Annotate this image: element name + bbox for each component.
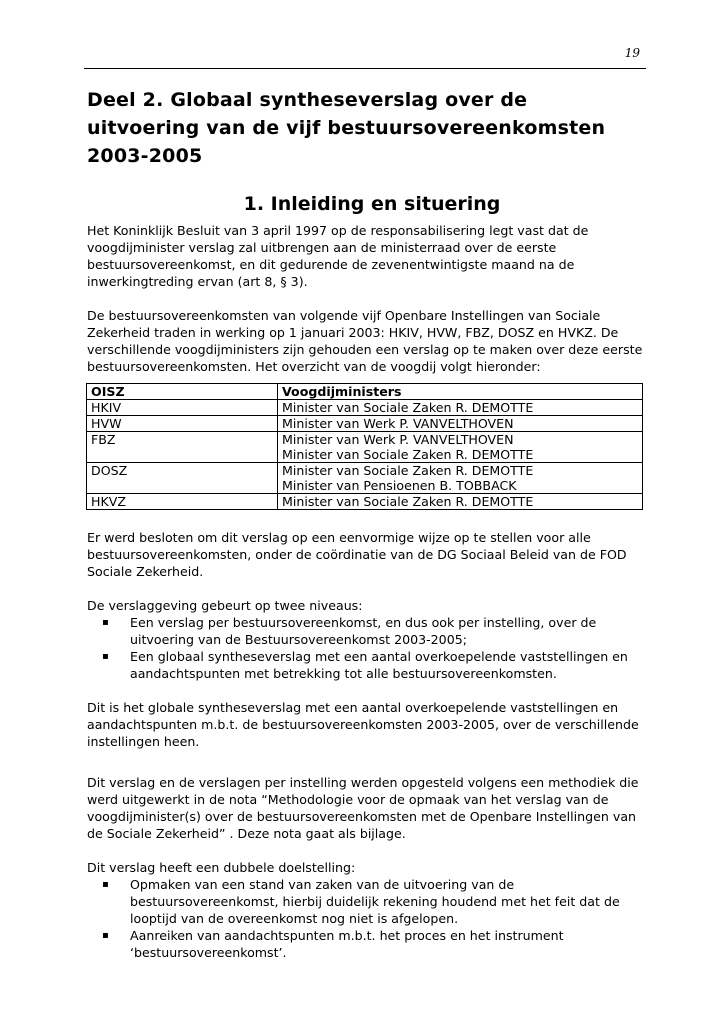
list-item-text: Aanreiken van aandachtspunten m.b.t. het proces en het instrument ‘bestuursovereenkomst’. bbox=[130, 928, 564, 960]
paragraph-methodology: Dit verslag en de verslagen per instelling werden opgesteld volgens een methodiek die werd uitgewerkt in de nota “Methodologie voor de opmaak van het verslag van de voogdijminister(s) over de bestuursovereenkomsten met de Openbare Instellingen van de Sociale Zekerheid” . Deze nota gaat als bijlage. bbox=[87, 775, 639, 841]
table-row bbox=[87, 400, 643, 416]
paragraph-legal-basis: Het Koninklijk Besluit van 3 april 1997 op de responsabilisering legt vast dat de voogdijminister verslag zal uitbrengen aan de ministerraad over de eerste bestuursovereenkomst, en dit gedurende de zevenentwintigste maand na de inwerkingtreding ervan (art 8, § 3). bbox=[87, 223, 589, 289]
part-title-line: uitvoering van de vijf bestuursovereenkomsten bbox=[87, 117, 606, 139]
minister-name: Minister van Werk P. VANVELTHOVEN bbox=[282, 432, 514, 447]
section-title: 1. Inleiding en situering bbox=[243, 193, 501, 215]
list-item bbox=[87, 927, 647, 961]
table-header-row bbox=[87, 384, 643, 400]
paragraph-institutions: De bestuursovereenkomsten van volgende vijf Openbare Instellingen van Sociale Zekerheid traden in werking op 1 januari 2003: HKIV, HVW, FBZ, DOSZ en HVKZ. De verschillende voogdijministers zijn gehouden een verslag op te maken over deze eerste bestuursovereenkomsten. Het overzicht van de voogdij volgt hieronder: bbox=[87, 308, 643, 374]
document-body bbox=[87, 86, 647, 978]
table-cell-ministers bbox=[278, 494, 643, 510]
paragraph-levels-intro: De verslaggeving gebeurt op twee niveaus: bbox=[87, 598, 363, 613]
minister-name: Minister van Sociale Zaken R. DEMOTTE bbox=[282, 400, 534, 415]
minister-name: Minister van Sociale Zaken R. DEMOTTE bbox=[282, 463, 534, 478]
minister-name: Minister van Werk P. VANVELTHOVEN bbox=[282, 416, 514, 431]
minister-table bbox=[86, 383, 643, 510]
header-cell-oisz: OISZ bbox=[87, 384, 278, 400]
paragraph-goals-intro: Dit verslag heeft een dubbele doelstelling: bbox=[87, 860, 356, 875]
list-item bbox=[87, 648, 647, 682]
table-cell-org: DOSZ bbox=[87, 463, 278, 494]
table-row bbox=[87, 416, 643, 432]
table-cell-ministers bbox=[278, 400, 643, 416]
part-title bbox=[87, 86, 647, 170]
levels-list bbox=[87, 614, 647, 682]
table-cell-org: HKVZ bbox=[87, 494, 278, 510]
part-title-line: 2003-2005 bbox=[87, 145, 203, 167]
paragraph-synthesis: Dit is het globale syntheseverslag met een aantal overkoepelende vaststellingen en aandachtspunten m.b.t. de bestuursovereenkomsten 2003-2005, over de verschillende instellingen heen. bbox=[87, 700, 639, 749]
square-bullet-icon: ▪ bbox=[102, 617, 109, 628]
list-item-text: Opmaken van een stand van zaken van de uitvoering van de bestuursovereenkomst, hierbij duidelijk rekening houdend met het feit dat de looptijd van de overeenkomst nog niet is afgelopen. bbox=[130, 877, 620, 926]
table-cell-org: HKIV bbox=[87, 400, 278, 416]
table-cell-org: HVW bbox=[87, 416, 278, 432]
part-title-line: Deel 2. Globaal syntheseverslag over de bbox=[87, 89, 528, 111]
list-item bbox=[87, 876, 647, 927]
table-row bbox=[87, 494, 643, 510]
goals-list bbox=[87, 876, 647, 961]
table-row bbox=[87, 432, 643, 463]
square-bullet-icon: ▪ bbox=[102, 930, 109, 941]
list-item bbox=[87, 614, 647, 648]
list-item-text: Een verslag per bestuursovereenkomst, en dus ook per instelling, over de uitvoering van de Bestuursovereenkomst 2003-2005; bbox=[130, 615, 597, 647]
list-item-text: Een globaal syntheseverslag met een aantal overkoepelende vaststellingen en aandachtspunten met betrekking tot alle bestuursovereenkomsten. bbox=[130, 649, 628, 681]
table-cell-ministers bbox=[278, 416, 643, 432]
table-cell-org: FBZ bbox=[87, 432, 278, 463]
minister-name: Minister van Sociale Zaken R. DEMOTTE bbox=[282, 447, 534, 462]
header-cell-ministers: Voogdijministers bbox=[278, 384, 643, 400]
table-cell-ministers bbox=[278, 432, 643, 463]
square-bullet-icon: ▪ bbox=[102, 879, 109, 890]
table-cell-ministers bbox=[278, 463, 643, 494]
minister-name: Minister van Pensioenen B. TOBBACK bbox=[282, 478, 517, 493]
minister-name: Minister van Sociale Zaken R. DEMOTTE bbox=[282, 494, 534, 509]
table-row bbox=[87, 463, 643, 494]
paragraph-uniform-report: Er werd besloten om dit verslag op een eenvormige wijze op te stellen voor alle bestuursovereenkomsten, onder de coördinatie van de DG Sociaal Beleid van de FOD Sociale Zekerheid. bbox=[87, 530, 627, 579]
page-number: 19 bbox=[624, 46, 640, 60]
header-rule bbox=[84, 68, 646, 69]
square-bullet-icon: ▪ bbox=[102, 651, 109, 662]
